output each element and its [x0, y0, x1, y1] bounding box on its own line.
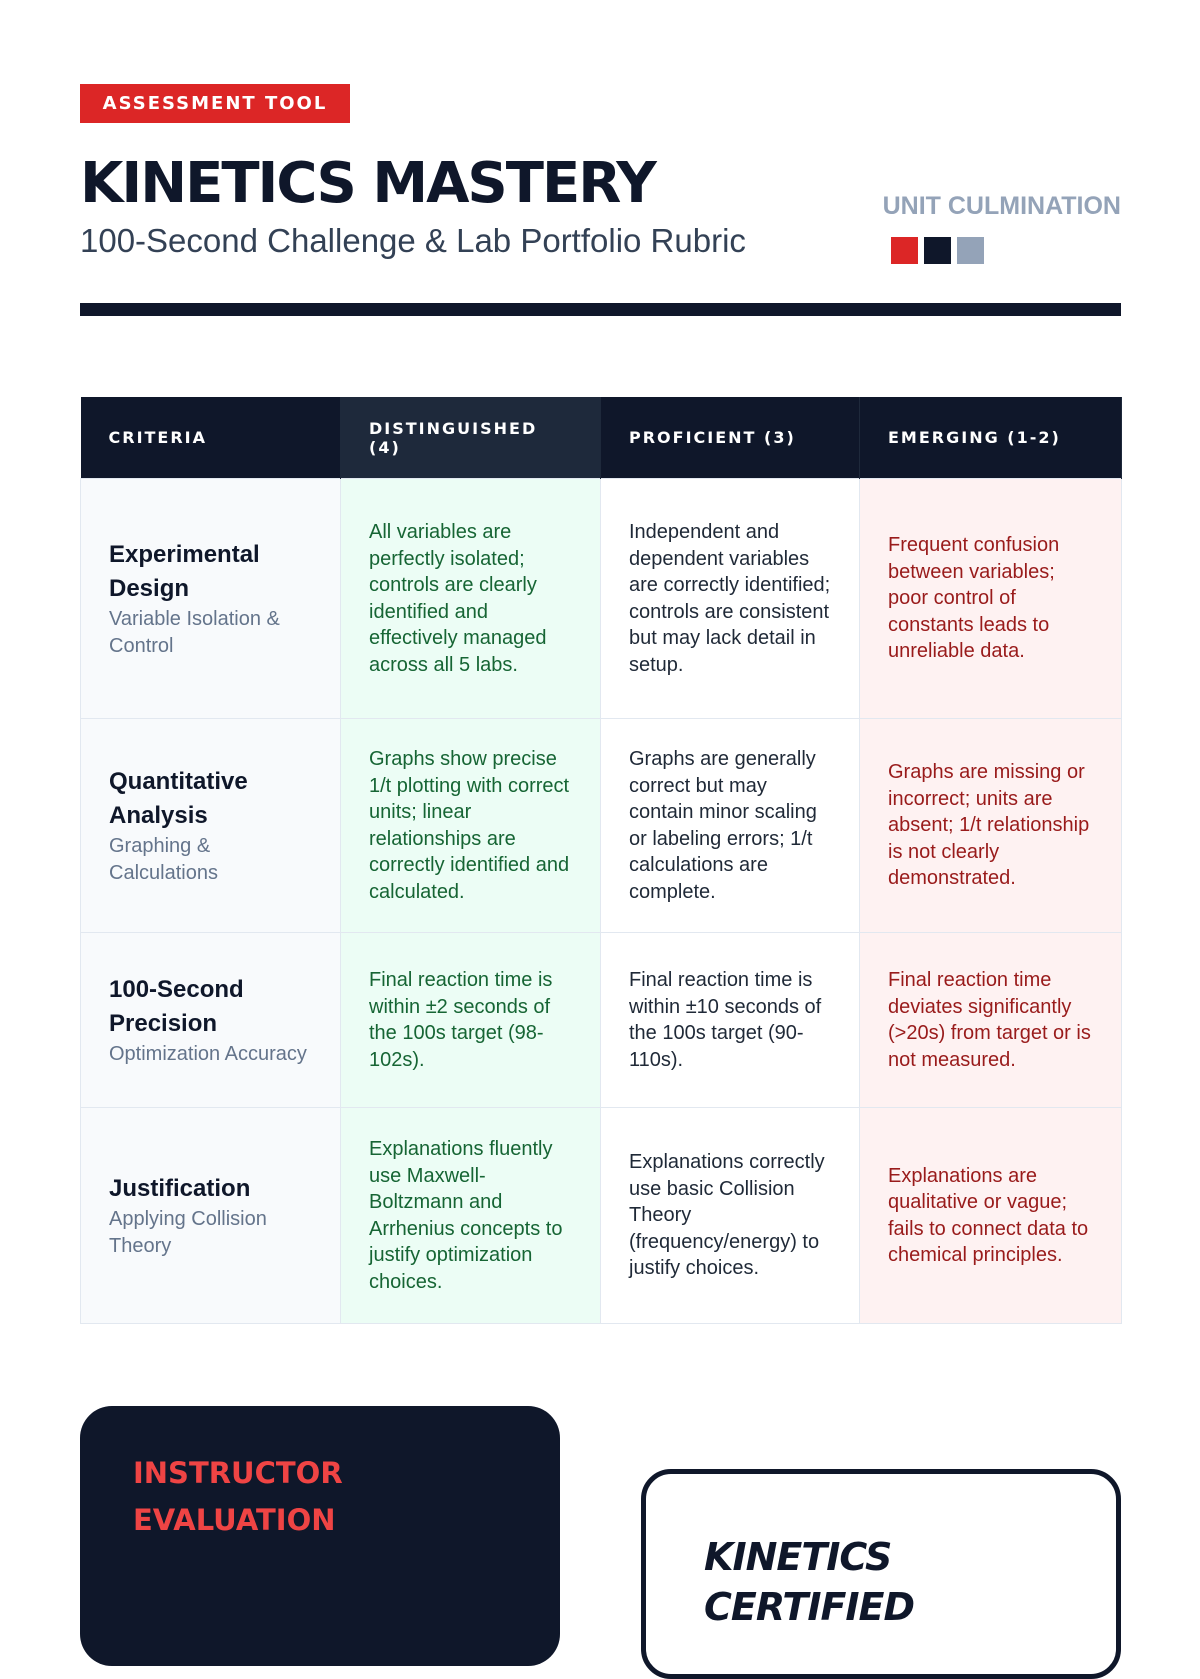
col-distinguished: DISTINGUISHED (4) [341, 397, 601, 479]
emerging-cell: Explanations are qualitative or vague; fails to connect data to chemical principles. [860, 1108, 1122, 1324]
criteria-cell [81, 1108, 341, 1324]
swatch-gray [957, 237, 984, 264]
rubric-table [80, 397, 1122, 1324]
distinguished-cell: Final reaction time is within ±2 seconds of the 100s target (98-102s). [341, 933, 601, 1108]
criteria-cell [81, 933, 341, 1108]
proficient-cell: Final reaction time is within ±10 seconds of the 100s target (90-110s). [601, 933, 860, 1108]
kinetics-certified-card [641, 1469, 1121, 1679]
table-row [81, 933, 1122, 1108]
table-row [81, 719, 1122, 933]
col-emerging: EMERGING (1-2) [860, 397, 1122, 479]
page-title: KINETICS MASTERY [80, 151, 655, 216]
criteria-sub: Applying Collision Theory [109, 1208, 267, 1257]
header-divider [80, 303, 1121, 316]
col-proficient: PROFICIENT (3) [601, 397, 860, 479]
distinguished-cell: Graphs show precise 1/t plotting with correct units; linear relationships are correctly identified and calculated. [341, 719, 601, 933]
proficient-cell: Independent and dependent variables are correctly identified; controls are consistent but may lack detail in setup. [601, 479, 860, 719]
criteria-name: Quantitative Analysis [109, 768, 248, 829]
emerging-cell: Graphs are missing or incorrect; units are absent; 1/t relationship is not clearly demonstrated. [860, 719, 1122, 933]
criteria-cell [81, 479, 341, 719]
criteria-name: Experimental Design [109, 541, 260, 602]
distinguished-cell: All variables are perfectly isolated; controls are clearly identified and effectively managed across all 5 labs. [341, 479, 601, 719]
evaluation-title: INSTRUCTOR EVALUATION [133, 1456, 343, 1537]
proficient-cell: Explanations correctly use basic Collision Theory (frequency/energy) to justify choices. [601, 1108, 860, 1324]
criteria-sub: Optimization Accuracy [109, 1042, 307, 1065]
color-swatches [891, 237, 984, 264]
proficient-cell: Graphs are generally correct but may contain minor scaling or labeling errors; 1/t calculations are complete. [601, 719, 860, 933]
table-row [81, 479, 1122, 719]
instructor-evaluation-card [80, 1406, 560, 1666]
unit-culmination-label: UNIT CULMINATION [882, 192, 1121, 220]
assessment-badge: ASSESSMENT TOOL [80, 84, 350, 123]
table-row [81, 1108, 1122, 1324]
criteria-sub: Variable Isolation & Control [109, 608, 280, 657]
emerging-cell: Final reaction time deviates significantly (>20s) from target or is not measured. [860, 933, 1122, 1108]
criteria-sub: Graphing & Calculations [109, 835, 218, 884]
criteria-cell [81, 719, 341, 933]
page-subtitle: 100-Second Challenge & Lab Portfolio Rubric [80, 222, 746, 259]
distinguished-cell: Explanations fluently use Maxwell-Boltzmann and Arrhenius concepts to justify optimization choices. [341, 1108, 601, 1324]
emerging-cell: Frequent confusion between variables; poor control of constants leads to unreliable data. [860, 479, 1122, 719]
swatch-navy [924, 237, 951, 264]
swatch-red [891, 237, 918, 264]
rubric-header-row [81, 397, 1122, 479]
certified-title: KINETICS CERTIFIED [704, 1535, 915, 1629]
criteria-name: Justification [109, 1175, 251, 1202]
criteria-name: 100-Second Precision [109, 975, 244, 1037]
col-criteria: CRITERIA [81, 397, 341, 479]
